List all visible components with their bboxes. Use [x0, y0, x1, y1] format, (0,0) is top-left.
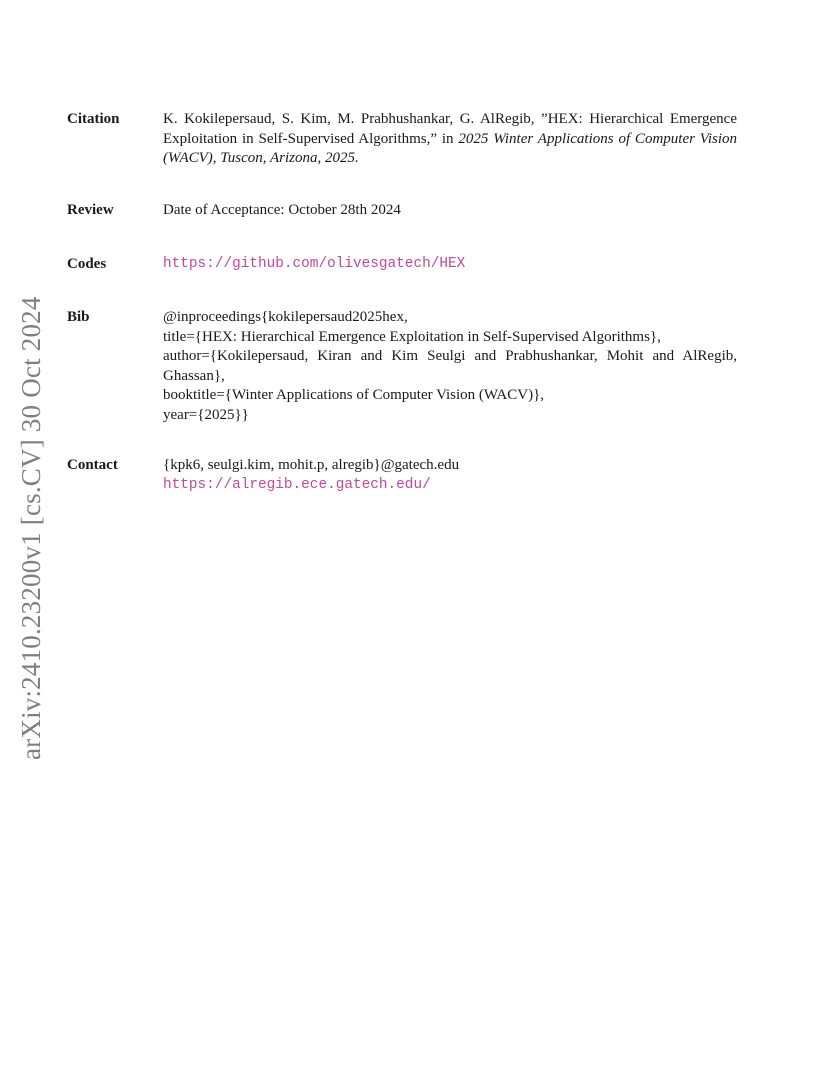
review-text: Date of Acceptance: October 28th 2024 [163, 202, 401, 218]
bib-line-author: author={Kokilepersaud, Kiran and Kim Seulgi and Prabhushankar, Mohit and AlRegib, Ghassan}, [163, 348, 737, 384]
contact-emails: {kpk6, seulgi.kim, mohit.p, alregib}@gatech.edu [163, 457, 460, 473]
bib-line-booktitle: booktitle={Winter Applications of Computer Vision (WACV)}, [163, 387, 545, 403]
bib-line-year: year={2025}} [163, 406, 249, 423]
citation-label: Citation [67, 111, 120, 127]
contact-value [163, 456, 737, 495]
bib-label: Bib [67, 309, 90, 325]
codes-link[interactable]: https://github.com/olivesgatech/HEX [163, 256, 466, 272]
citation-plain-text: K. Kokilepersaud, S. Kim, M. Prabhushankar, G. AlRegib, ”HEX: Hierarchical Emergence Exploitation in Self-Supervised Algorithms,” in [163, 111, 737, 147]
contact-link[interactable]: https://alregib.ece.gatech.edu/ [163, 476, 431, 493]
arxiv-stamp: arXiv:2410.23200v1 [cs.CV] 30 Oct 2024 [16, 296, 46, 760]
codes-value [163, 255, 737, 275]
review-label: Review [67, 202, 114, 218]
bib-line-entry: @inproceedings{kokilepersaud2025hex, [163, 309, 408, 325]
codes-label: Codes [67, 256, 107, 272]
contact-label: Contact [67, 457, 118, 473]
bib-line-title: title={HEX: Hierarchical Emergence Exploitation in Self-Supervised Algorithms}, [163, 328, 661, 345]
bib-text [163, 308, 737, 425]
citation-text [163, 110, 737, 169]
citation-venue-text: 2025 Winter Applications of Computer Vision (WACV), Tuscon, Arizona, 2025. [163, 130, 737, 166]
